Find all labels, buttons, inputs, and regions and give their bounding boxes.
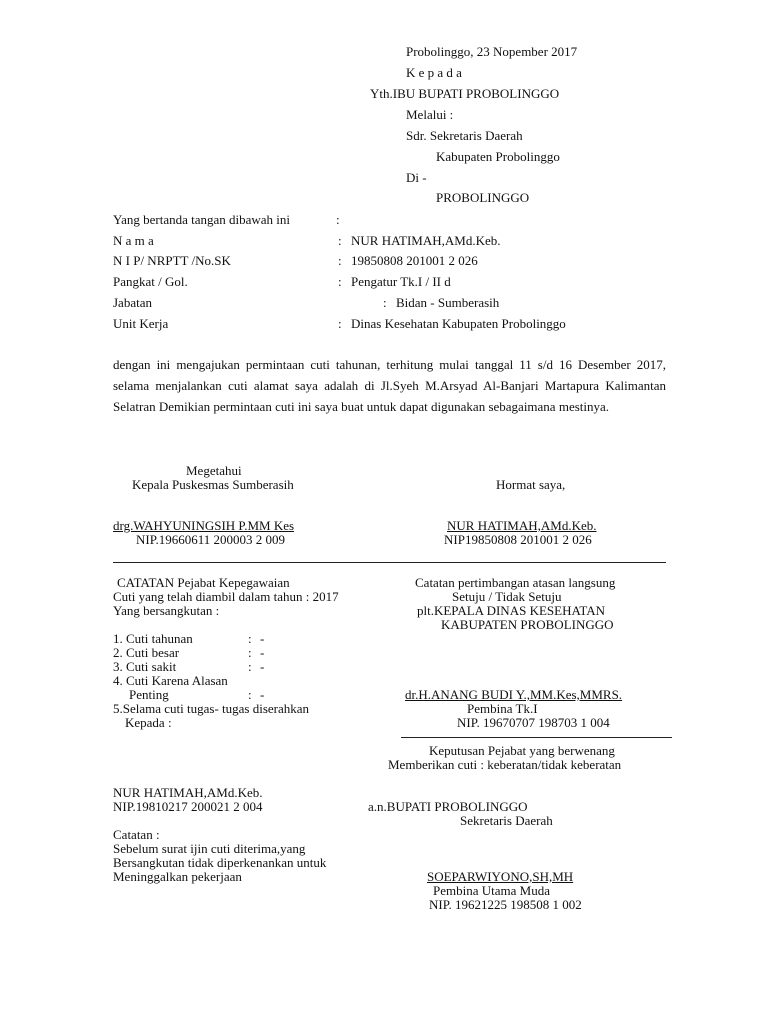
supervisor-position: plt.KEPALA DINAS KESEHATAN — [417, 603, 606, 618]
concerned-label: Yang bersangkutan : — [113, 603, 220, 618]
request-paragraph: dengan ini mengajukan permintaan cuti tahunan, terhitung mulai tanggal 11 s/d 16 Desember 2017, selama menjalankan cuti alamat saya adalah di Jl.Syeh M.Arsyad Al-Banjari Martapura Kalimantan Selatran Demikian permintaan cuti ini saya buat untuk dapat digunakan sebagaimana mestinya. — [113, 357, 666, 414]
name-label: N a m a — [113, 233, 154, 248]
applicant-nip: NIP19850808 201001 2 026 — [444, 532, 592, 547]
special-leave-label-2: Penting — [129, 687, 169, 702]
nip-colon: : — [338, 253, 342, 268]
name-value: NUR HATIMAH,AMd.Keb. — [351, 233, 501, 248]
unit-value: Dinas Kesehatan Kabupaten Probolinggo — [351, 316, 566, 331]
unit-colon: : — [338, 316, 342, 331]
decision-text: Memberikan cuti : keberatan/tidak keberatan — [388, 757, 622, 772]
big-leave-colon: : — [248, 645, 252, 660]
sick-leave-value: - — [260, 659, 265, 674]
special-leave-label: 4. Cuti Karena Alasan — [113, 673, 228, 688]
employee-name: NUR HATIMAH,AMd.Keb. — [113, 785, 263, 800]
name-colon: : — [338, 233, 342, 248]
notes-line-3: Meninggalkan pekerjaan — [113, 869, 242, 884]
via-secretary: Sdr. Sekretaris Daerah — [406, 128, 523, 143]
delegation-to-label: Kepada : — [125, 715, 172, 730]
secretary-nip: NIP. 19621225 198508 1 002 — [429, 897, 582, 912]
approval-choice: Setuju / Tidak Setuju — [452, 589, 562, 604]
regional-secretary-title: Sekretaris Daerah — [460, 813, 553, 828]
intro-colon: : — [336, 212, 340, 227]
secretary-rank: Pembina Utama Muda — [433, 883, 550, 898]
regards-label: Hormat saya, — [496, 477, 566, 492]
annual-leave-value: - — [260, 631, 265, 646]
head-name: drg.WAHYUNINGSIH P.MM Kes — [113, 518, 295, 533]
unit-label: Unit Kerja — [113, 316, 169, 331]
nip-label: N I P/ NRPTT /No.SK — [113, 253, 231, 268]
decision-divider — [401, 737, 672, 738]
rank-colon: : — [338, 274, 342, 289]
staff-notes-title: CATATAN Pejabat Kepegawaian — [117, 575, 290, 590]
special-leave-colon: : — [248, 687, 252, 702]
di-label: Di - — [406, 170, 427, 185]
notes-line-2: Bersangkutan tidak diperkenankan untuk — [113, 855, 327, 870]
divider-line — [113, 562, 666, 563]
sick-leave-colon: : — [248, 659, 252, 674]
leave-taken: Cuti yang telah diambil dalam tahun : 2017 — [113, 589, 339, 604]
notes-line-1: Sebelum surat ijin cuti diterima,yang — [113, 841, 306, 856]
big-leave-value: - — [260, 645, 265, 660]
annual-leave-label: 1. Cuti tahunan — [113, 631, 193, 646]
acknowledge-label: Megetahui — [186, 463, 242, 478]
supervisor-nip: NIP. 19670707 198703 1 004 — [457, 715, 610, 730]
big-leave-label: 2. Cuti besar — [113, 645, 180, 660]
decision-title: Keputusan Pejabat yang berwenang — [429, 743, 615, 758]
secretary-name: SOEPARWIYONO,SH,MH — [427, 869, 574, 884]
via-label: Melalui : — [406, 107, 454, 122]
supervisor-name: dr.H.ANANG BUDI Y.,MM.Kes,MMRS. — [405, 687, 623, 702]
annual-leave-colon: : — [248, 631, 252, 646]
addressee: Yth.IBU BUPATI PROBOLINGGO — [370, 86, 560, 101]
head-nip: NIP.19660611 200003 2 009 — [136, 532, 286, 547]
supervisor-regency: KABUPATEN PROBOLINGGO — [441, 617, 614, 632]
rank-value: Pengatur Tk.I / II d — [351, 274, 451, 289]
head-title: Kepala Puskesmas Sumberasih — [132, 477, 294, 492]
notes-title: Catatan : — [113, 827, 160, 842]
sick-leave-label: 3. Cuti sakit — [113, 659, 177, 674]
delegation-label: 5.Selama cuti tugas- tugas diserahkan — [113, 701, 310, 716]
kepada-label: K e p a d a — [406, 65, 462, 80]
on-behalf-label: a.n.BUPATI PROBOLINGGO — [368, 799, 528, 814]
place-date: Probolinggo, 23 Nopember 2017 — [406, 44, 578, 59]
position-label: Jabatan — [113, 295, 152, 310]
position-colon: : — [383, 295, 387, 310]
employee-nip: NIP.19810217 200021 2 004 — [113, 799, 263, 814]
supervisor-rank: Pembina Tk.I — [467, 701, 538, 716]
nip-value: 19850808 201001 2 026 — [351, 253, 478, 268]
applicant-name: NUR HATIMAH,AMd.Keb. — [447, 518, 597, 533]
special-leave-value: - — [260, 687, 265, 702]
supervisor-notes-title: Catatan pertimbangan atasan langsung — [415, 575, 616, 590]
via-regency: Kabupaten Probolinggo — [436, 149, 560, 164]
city: PROBOLINGGO — [436, 190, 530, 205]
rank-label: Pangkat / Gol. — [113, 274, 188, 289]
position-value: Bidan - Sumberasih — [396, 295, 500, 310]
intro-text: Yang bertanda tangan dibawah ini — [113, 212, 291, 227]
